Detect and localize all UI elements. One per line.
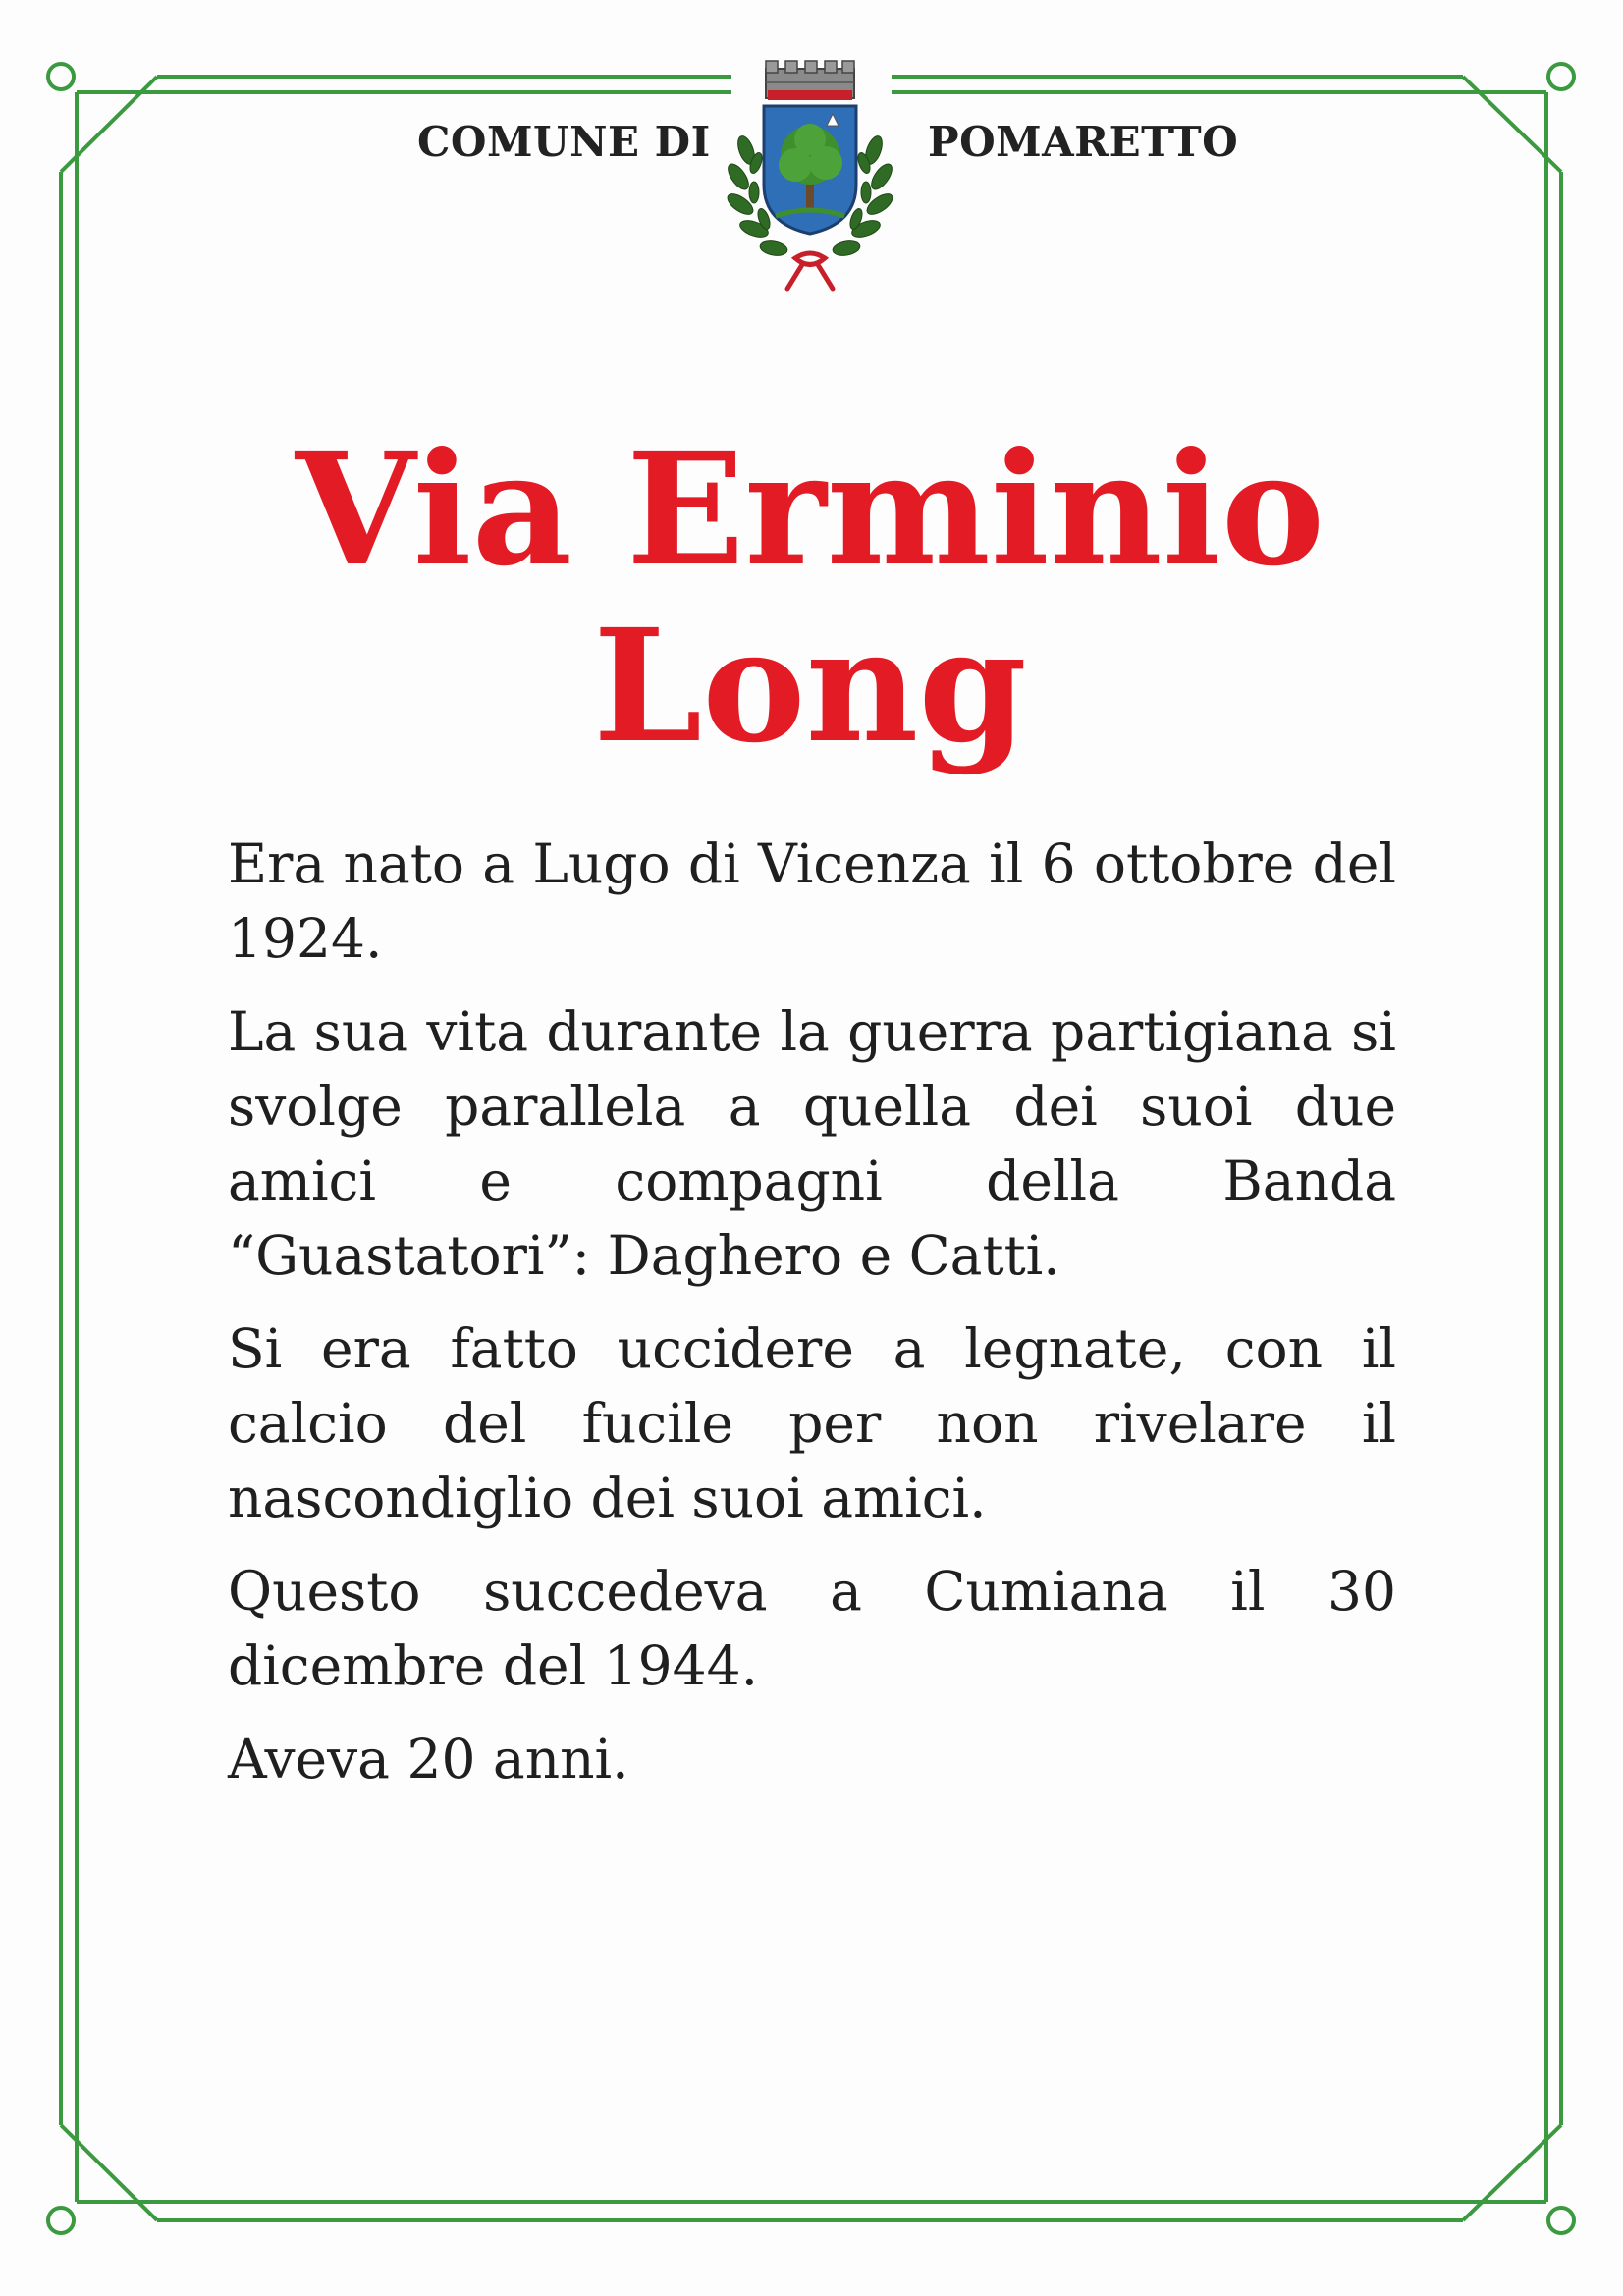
street-name-title [177, 419, 1443, 777]
biography-text [228, 827, 1396, 1815]
header-comune-label: COMUNE DI [417, 118, 711, 166]
header-town-name: POMARETTO [928, 118, 1239, 166]
title-line-2: Long [593, 596, 1027, 777]
municipal-coat-of-arms-icon [717, 57, 903, 297]
paragraph-partisan-war: La sua vita durante la guerra partigiana si svolge parallela a quella dei suoi due amici e compagni della Banda “Guastatori”: Daghero e Catti. [228, 1000, 1396, 1287]
paragraph-death-circumstances: Si era fatto uccidere a legnate, con il calcio del fucile per non rivelare il nascondiglio dei suoi amici. [228, 1317, 1396, 1529]
paragraph-age: Aveva 20 anni. [228, 1728, 629, 1790]
crown-icon [766, 61, 854, 100]
paragraph-birth: Era nato a Lugo di Vicenza il 6 ottobre del 1924. [228, 832, 1396, 970]
title-line-1: Via Erminio [295, 419, 1325, 601]
paragraph-death-place-date: Questo succedeva a Cumiana il 30 dicembre del 1944. [228, 1560, 1396, 1697]
